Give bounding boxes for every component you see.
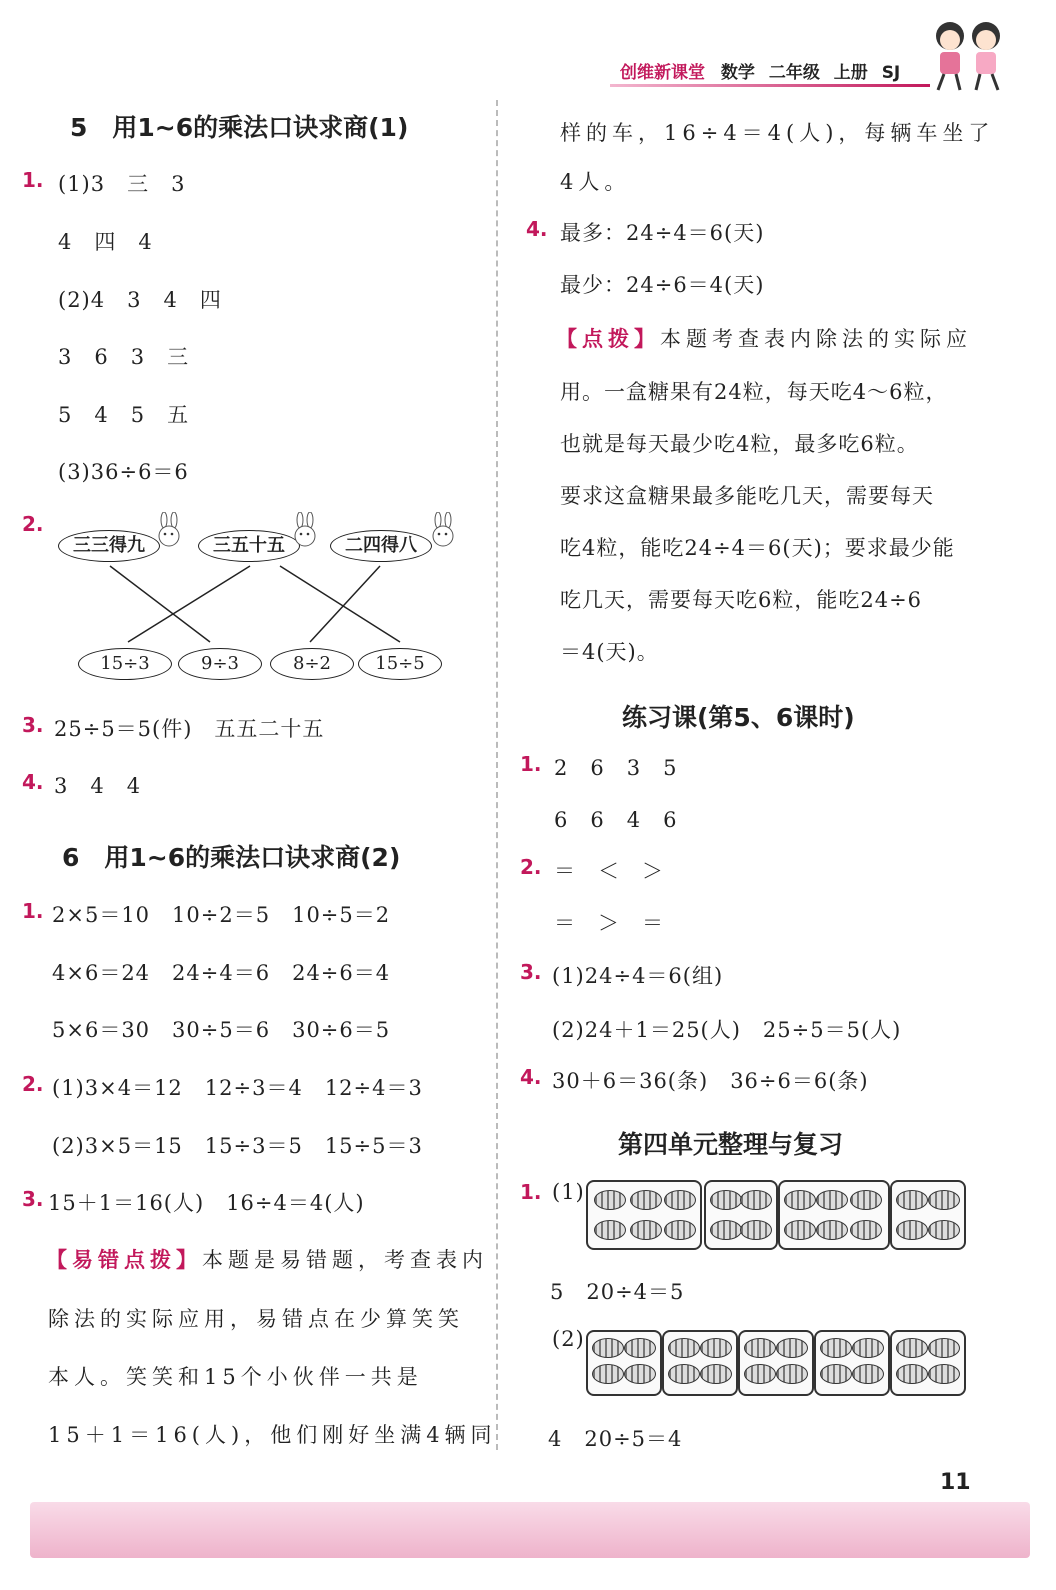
hint-tip-line: 吃几天，需要每天吃6粒，能吃24÷6 — [560, 588, 923, 612]
rabbit-icon — [286, 512, 326, 552]
error-tip-label: 【易错点拨】 — [46, 1247, 202, 1272]
s6-q2-line: (1)3×4＝12 12÷3＝4 12÷4＝3 — [52, 1076, 423, 1100]
practice-title: 练习课(第5、6课时) — [622, 703, 855, 732]
watermelon-icon — [592, 1338, 624, 1358]
error-tip-line: 本题是易错题，考查表内 — [202, 1248, 488, 1272]
p-q4-text: 30＋6＝36(条) 36÷6＝6(条) — [552, 1069, 869, 1093]
watermelon-icon — [592, 1364, 624, 1384]
p-q2-number: 2. — [520, 855, 542, 879]
division-bubble: 15÷3 — [78, 648, 172, 680]
matching-lines — [0, 560, 496, 660]
watermelon-icon — [664, 1190, 696, 1210]
p-q1-line: 6 6 4 6 — [554, 808, 678, 832]
s6-q2-number: 2. — [22, 1072, 44, 1096]
watermelon-icon — [710, 1220, 742, 1240]
s5-q4-number: 4. — [22, 770, 44, 794]
watermelon-icon — [744, 1338, 776, 1358]
header-underline — [610, 84, 930, 87]
page-number: 11 — [940, 1470, 971, 1495]
p-q3-line: (1)24÷4＝6(组) — [552, 964, 724, 988]
r-q4-line: 最少：24÷6＝4(天) — [560, 273, 765, 297]
header — [620, 58, 900, 83]
watermelon-icon — [850, 1220, 882, 1240]
review-title: 第四单元整理与复习 — [618, 1130, 844, 1159]
watermelon-icon — [928, 1190, 960, 1210]
error-tip-line: 除法的实际应用，易错点在少算笑笑 — [48, 1307, 464, 1331]
s5-q1-line: (1)3 三 3 — [58, 172, 186, 196]
watermelon-icon — [740, 1190, 772, 1210]
watermelon-icon — [928, 1338, 960, 1358]
match-line — [128, 566, 250, 642]
hint-tip-line: 吃4粒，能吃24÷4＝6(天)；要求最少能 — [560, 536, 955, 560]
division-bubble: 8÷2 — [270, 648, 354, 680]
rabbit-icon — [150, 512, 190, 552]
watermelon-icon — [816, 1220, 848, 1240]
continued-line: 样的车，16÷4＝4(人)，每辆车坐了 — [560, 121, 995, 145]
s5-q1-line: (3)36÷6＝6 — [58, 460, 189, 484]
s6-q1-line: 4×6＝24 24÷4＝6 24÷6＝4 — [52, 961, 391, 985]
error-tip — [46, 1244, 488, 1274]
watermelon-icon — [776, 1338, 808, 1358]
s6-q1-line: 2×5＝10 10÷2＝5 10÷5＝2 — [52, 903, 391, 927]
watermelon-icon — [816, 1190, 848, 1210]
s6-q3-text: 15＋1＝16(人) 16÷4＝4(人) — [48, 1191, 365, 1215]
s6-q3-number: 3. — [22, 1187, 44, 1211]
s6-q1-line: 5×6＝30 30÷5＝6 30÷6＝5 — [52, 1018, 391, 1042]
r-q4-number: 4. — [526, 217, 548, 241]
rv-q1-number: 1. — [520, 1180, 542, 1204]
watermelon-icon — [668, 1338, 700, 1358]
p-q4-number: 4. — [520, 1065, 542, 1089]
s5-q2-number: 2. — [22, 512, 44, 536]
s5-q3-number: 3. — [22, 713, 44, 737]
p-q3-number: 3. — [520, 960, 542, 984]
brand-name: 创维新课堂 — [620, 63, 705, 83]
rv-q1-part2-label: (2) — [552, 1327, 585, 1351]
watermelon-icon — [928, 1364, 960, 1384]
p-q2-line: ＝ ＞ ＝ — [554, 911, 664, 935]
footer-band — [30, 1502, 1030, 1558]
s5-q1-number: 1. — [22, 168, 44, 192]
rhyme-bubble: 三三得九 — [58, 530, 160, 562]
watermelon-icon — [928, 1220, 960, 1240]
grade: 二年级 — [768, 63, 820, 83]
s5-q1-line: 4 四 4 — [58, 230, 153, 254]
hint-tip-label: 【点拨】 — [556, 326, 660, 351]
watermelon-icon — [740, 1220, 772, 1240]
watermelon-icon — [700, 1338, 732, 1358]
edition: SJ — [881, 63, 901, 83]
melon-group — [704, 1180, 778, 1250]
match-line — [110, 566, 210, 642]
watermelon-icon — [624, 1364, 656, 1384]
error-tip-line: 本人。笑笑和15个小伙伴一共是 — [48, 1365, 423, 1389]
hint-tip-line: 要求这盒糖果最多能吃几天，需要每天 — [560, 484, 934, 508]
s5-q1-line: 5 4 5 五 — [58, 403, 190, 427]
rv-q1-part1-answer: 5 20÷4＝5 — [550, 1280, 685, 1304]
rv-q1-part1-label: (1) — [552, 1180, 585, 1204]
watermelon-icon — [776, 1364, 808, 1384]
s5-q3-text: 25÷5＝5(件) 五五二十五 — [54, 717, 325, 741]
rabbit-icon — [424, 512, 464, 552]
match-line — [310, 566, 380, 642]
p-q1-number: 1. — [520, 752, 542, 776]
watermelon-icon — [896, 1364, 928, 1384]
watermelon-icon — [700, 1364, 732, 1384]
p-q1-line: 2 6 3 5 — [554, 756, 678, 780]
division-bubble: 9÷3 — [178, 648, 262, 680]
error-tip-line: 15＋1＝16(人)，他们刚好坐满4辆同 — [48, 1423, 497, 1447]
watermelon-icon — [820, 1338, 852, 1358]
watermelon-icon — [630, 1190, 662, 1210]
hint-tip-line: ＝4(天)。 — [560, 640, 659, 664]
watermelon-icon — [664, 1220, 696, 1240]
column-divider — [496, 100, 498, 1450]
p-q2-line: ＝ ＜ ＞ — [554, 859, 664, 883]
watermelon-icon — [668, 1364, 700, 1384]
rhyme-bubble: 二四得八 — [330, 530, 432, 562]
r-q4-line: 最多：24÷4＝6(天) — [560, 221, 765, 245]
watermelon-icon — [784, 1220, 816, 1240]
watermelon-icon — [852, 1338, 884, 1358]
rhyme-bubble: 三五十五 — [198, 530, 300, 562]
watermelon-icon — [594, 1220, 626, 1240]
s6-q2-line: (2)3×5＝15 15÷3＝5 15÷5＝3 — [52, 1134, 423, 1158]
watermelon-icon — [896, 1338, 928, 1358]
watermelon-icon — [630, 1220, 662, 1240]
watermelon-icon — [896, 1190, 928, 1210]
melon-group — [890, 1180, 966, 1250]
hint-tip-line: 也就是每天最少吃4粒，最多吃6粒。 — [560, 432, 919, 456]
s6-q1-number: 1. — [22, 899, 44, 923]
section6-title: 6 用1~6的乘法口诀求商(2) — [62, 843, 401, 872]
s5-q1-line: 3 6 3 三 — [58, 345, 190, 369]
watermelon-icon — [624, 1338, 656, 1358]
watermelon-icon — [594, 1190, 626, 1210]
watermelon-icon — [744, 1364, 776, 1384]
watermelon-icon — [896, 1220, 928, 1240]
p-q3-line: (2)24＋1＝25(人) 25÷5＝5(人) — [552, 1018, 902, 1042]
watermelon-icon — [710, 1190, 742, 1210]
watermelon-icon — [852, 1364, 884, 1384]
watermelon-icon — [820, 1364, 852, 1384]
continued-line: 4人。 — [560, 170, 631, 194]
division-bubble: 15÷5 — [358, 648, 442, 680]
rv-q1-part2-answer: 4 20÷5＝4 — [548, 1427, 683, 1451]
hint-tip-line: 本题考查表内除法的实际应 — [660, 327, 972, 351]
subject: 数学 — [720, 63, 755, 83]
watermelon-icon — [784, 1190, 816, 1210]
hint-tip — [556, 323, 972, 353]
cartoon-kids-icon — [920, 14, 1020, 94]
section5-title: 5 用1~6的乘法口诀求商(1) — [70, 113, 409, 142]
hint-tip-line: 用。一盒糖果有24粒，每天吃4～6粒， — [560, 380, 948, 404]
volume: 上册 — [833, 63, 868, 83]
s5-q4-text: 3 4 4 — [54, 774, 142, 798]
s5-q1-line: (2)4 3 4 四 — [58, 288, 222, 312]
watermelon-icon — [850, 1190, 882, 1210]
match-line — [280, 566, 400, 642]
